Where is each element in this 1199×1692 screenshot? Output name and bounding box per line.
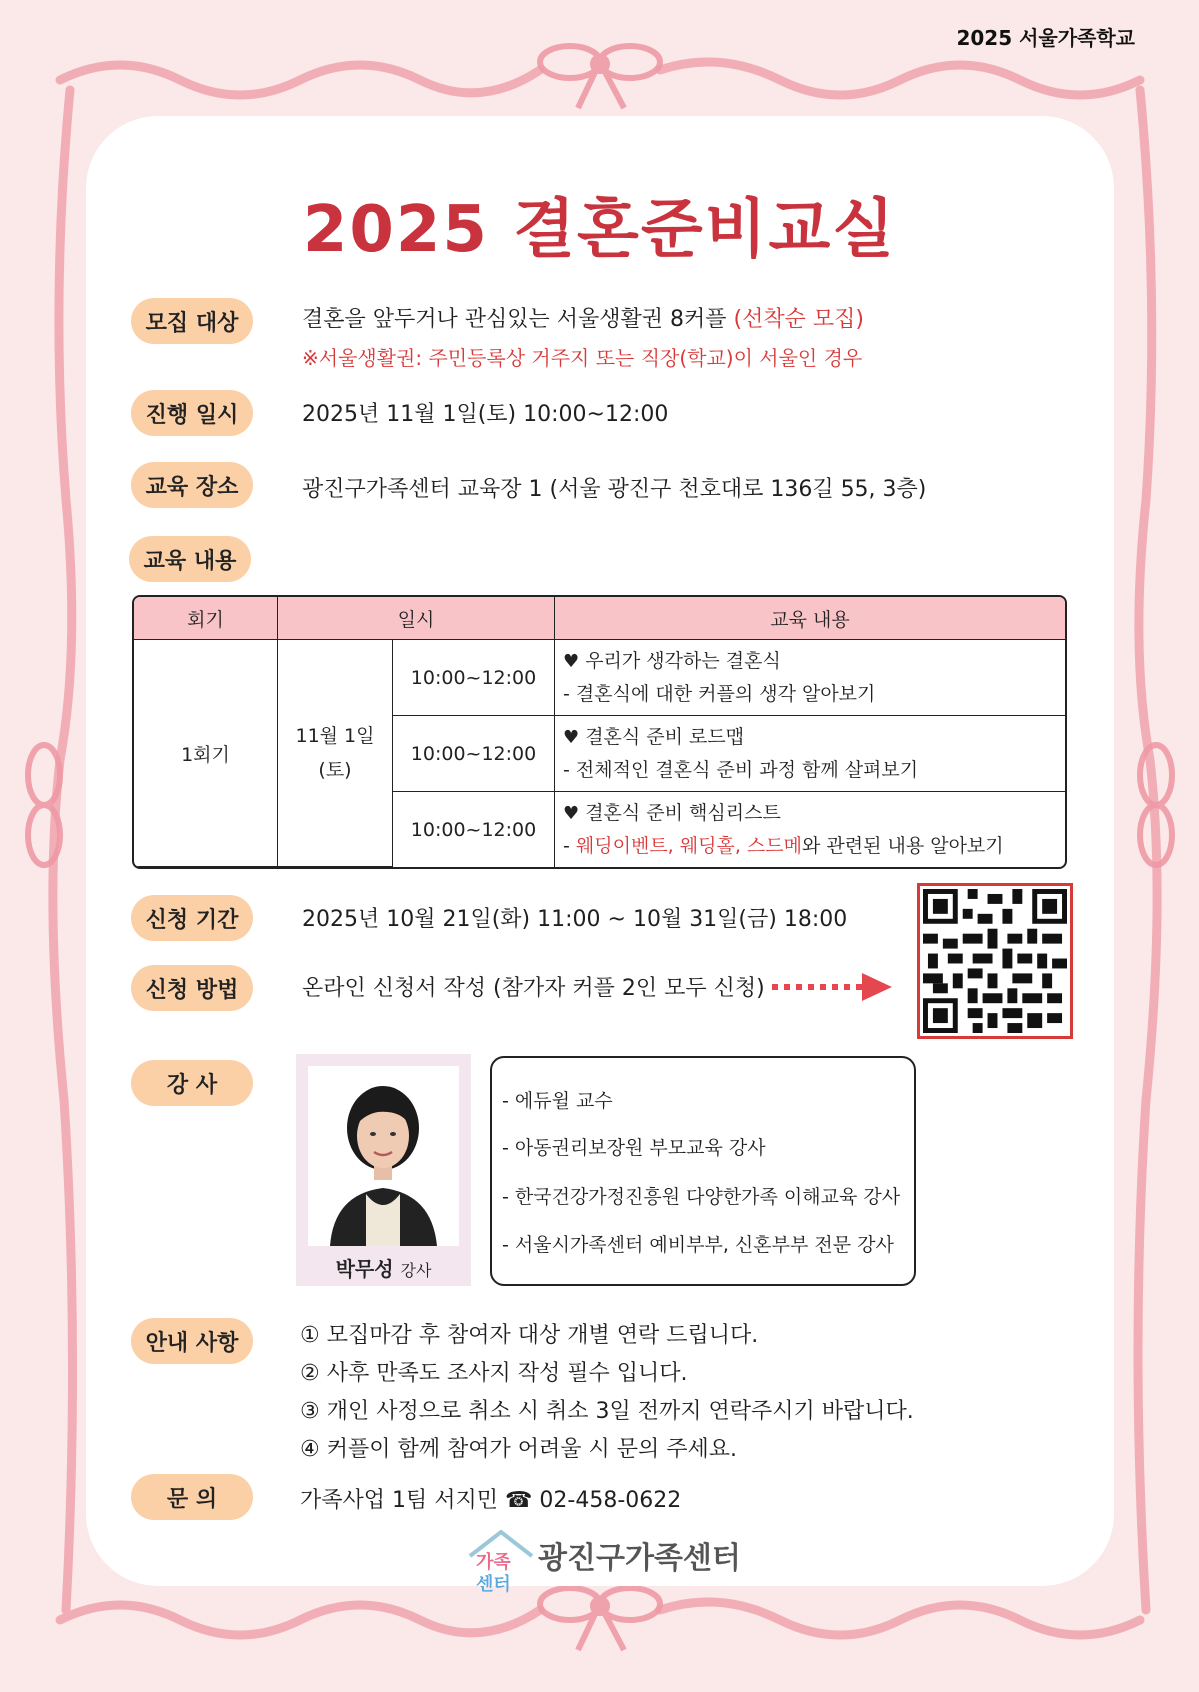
instructor-name-text: 박무성 (335, 1257, 394, 1281)
recruit-label: 모집 대상 (131, 298, 253, 344)
phone-icon: ☎ (505, 1488, 533, 1513)
datetime-label: 진행 일시 (131, 390, 253, 436)
content-row (555, 640, 1065, 716)
recruit-target: 결혼을 앞두거나 관심있는 서울생활권 8커플 (302, 307, 727, 332)
method-label: 신청 방법 (131, 965, 253, 1011)
content-row (555, 716, 1065, 792)
venue-label: 교육 장소 (131, 462, 253, 508)
family-center-logo (466, 1526, 536, 1596)
period-text: 2025년 10월 21일(화) 11:00 ~ 10월 31일(금) 18:00 (302, 907, 848, 932)
date-cell (278, 640, 393, 867)
content-detail: 와 관련된 내용 알아보기 (801, 834, 1004, 857)
person-portrait-icon (308, 1066, 459, 1246)
instructor-photo-frame (296, 1054, 471, 1286)
heart-icon: ♥ (563, 650, 580, 672)
content-detail: 전체적인 결혼식 준비 과정 함께 살펴보기 (575, 758, 919, 781)
recruit-text (302, 302, 864, 333)
time-cell: 10:00~12:00 (393, 640, 555, 716)
notice-item: ④ 커플이 함께 참여가 어려울 시 문의 주세요. (300, 1437, 737, 1462)
page-title: 2025 결혼준비교실 (302, 193, 897, 267)
session-cell: 1회기 (134, 640, 278, 867)
logo-mark-line2: 센터 (476, 1574, 511, 1595)
inquiry-phone[interactable]: 02-458-0622 (539, 1488, 682, 1513)
content-row (555, 792, 1065, 867)
instructor-name (296, 1253, 471, 1282)
logo-mark-line1: 가족 (476, 1552, 511, 1573)
bio-item: - 에듀윌 교수 (502, 1090, 613, 1112)
recruit-highlight: (선착순 모집) (733, 307, 864, 332)
content-title: 우리가 생각하는 결혼식 (585, 649, 781, 672)
venue-text: 광진구가족센터 교육장 1 (서울 광진구 천호대로 136길 55, 3층) (302, 477, 927, 502)
content-detail-highlight: 웨딩이벤트, 웨딩홀, 스드메 (575, 834, 802, 857)
arrow-right-icon (770, 970, 894, 1004)
notice-item: ② 사후 만족도 조사지 작성 필수 입니다. (300, 1361, 688, 1386)
content-detail-prefix: - (563, 834, 576, 857)
qr-code-icon (923, 889, 1067, 1033)
header-datetime: 일시 (278, 597, 555, 640)
bio-item: - 아동권리보장원 부모교육 강사 (502, 1137, 766, 1159)
instructor-label: 강 사 (131, 1060, 253, 1106)
date-line1: 11월 1일 (295, 725, 375, 747)
notice-label: 안내 사항 (131, 1318, 253, 1364)
instructor-bio (490, 1056, 916, 1286)
schedule-table (132, 595, 1067, 869)
date-line2: (토) (318, 759, 352, 781)
content-detail-prefix: - (563, 682, 576, 705)
header-session: 회기 (134, 597, 278, 640)
period-label: 신청 기간 (131, 895, 253, 941)
content-label: 교육 내용 (129, 536, 251, 582)
bio-item: - 서울시가족센터 예비부부, 신혼부부 전문 강사 (502, 1234, 894, 1256)
logo-text: 광진구가족센터 (538, 1541, 741, 1576)
recruit-note: ※서울생활권: 주민등록상 거주지 또는 직장(학교)이 서울인 경우 (302, 346, 863, 370)
content-detail: 결혼식에 대한 커플의 생각 알아보기 (575, 682, 876, 705)
method-text: 온라인 신청서 작성 (참가자 커플 2인 모두 신청) (302, 976, 765, 1001)
heart-icon: ♥ (563, 802, 580, 824)
instructor-photo (308, 1066, 459, 1246)
corner-tag: 2025 서울가족학교 (956, 26, 1135, 50)
content-title: 결혼식 준비 로드맵 (585, 725, 745, 748)
bio-item: - 한국건강가정진흥원 다양한가족 이해교육 강사 (502, 1186, 901, 1208)
datetime-text: 2025년 11월 1일(토) 10:00~12:00 (302, 402, 669, 427)
notice-item: ① 모집마감 후 참여자 대상 개별 연락 드립니다. (300, 1323, 759, 1348)
inquiry-label: 문 의 (131, 1474, 253, 1520)
time-cell: 10:00~12:00 (393, 716, 555, 792)
inquiry-text (300, 1483, 681, 1514)
qr-code[interactable] (917, 883, 1073, 1039)
time-cell: 10:00~12:00 (393, 792, 555, 867)
notice-item: ③ 개인 사정으로 취소 시 취소 3일 전까지 연락주시기 바랍니다. (300, 1399, 914, 1424)
heart-icon: ♥ (563, 726, 580, 748)
inquiry-contact: 가족사업 1팀 서지민 (300, 1488, 498, 1513)
header-content: 교육 내용 (555, 597, 1065, 640)
instructor-title: 강사 (400, 1261, 432, 1280)
content-detail-prefix: - (563, 758, 576, 781)
content-title: 결혼식 준비 핵심리스트 (585, 801, 781, 824)
